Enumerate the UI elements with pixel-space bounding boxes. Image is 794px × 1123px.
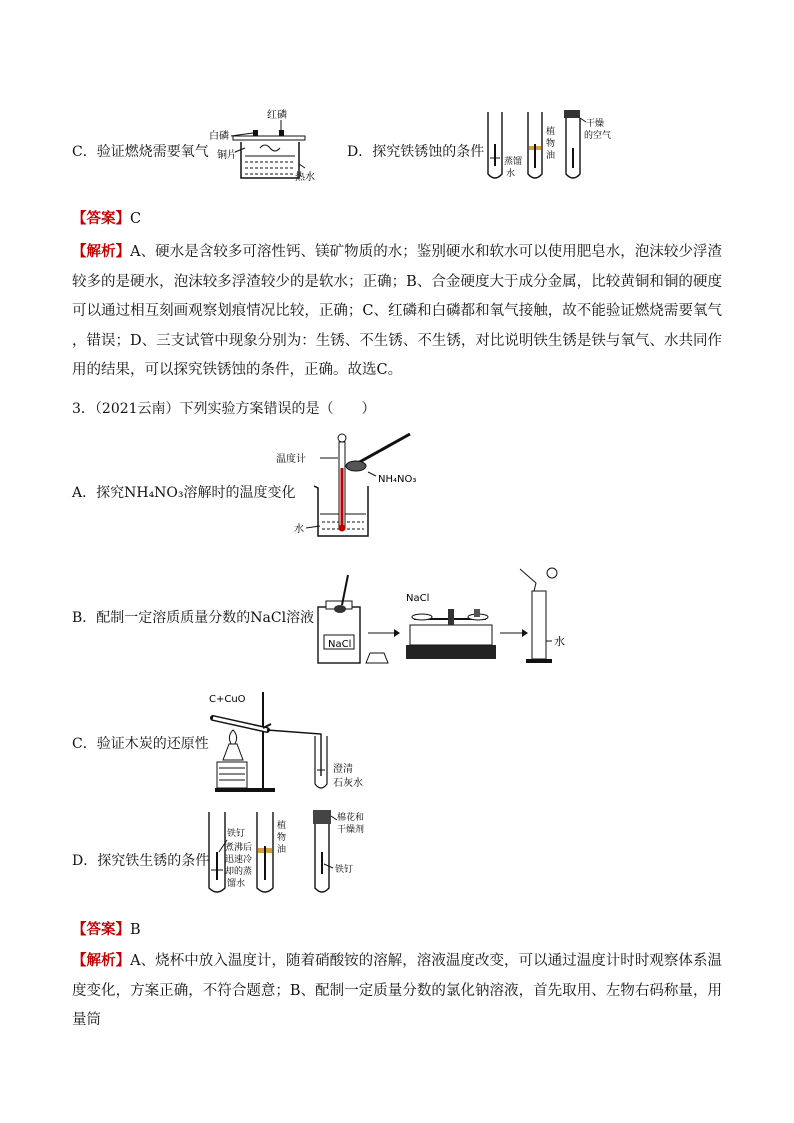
q3-option-c-text: C．验证木炭的还原性 xyxy=(72,736,209,752)
label-cotton-1: 棉花和 xyxy=(337,813,365,823)
analysis-tag: 【解析】 xyxy=(72,952,131,969)
q3-stem: 3．（2021云南）下列实验方案错误的是（ ） xyxy=(72,401,376,417)
label-oil-1: 植 xyxy=(546,127,556,137)
label-oil-3: 油 xyxy=(277,845,287,855)
label-distilled-2: 水 xyxy=(506,169,516,179)
label-distilled-1: 蒸馏 xyxy=(504,157,523,167)
analysis-tag: 【解析】 xyxy=(72,243,131,260)
label-nacl-pan: NaCl xyxy=(406,593,430,604)
q3-analysis xyxy=(72,946,722,1036)
q3-option-a-text: A．探究NH₄NO₃溶解时的温度变化 xyxy=(72,485,296,501)
analysis-text: A、烧杯中放入温度计，随着硝酸铵的溶解，溶液温度改变，可以通过温度计时时观察体系温度变化，方案正确，不符合题意；B、配制一定质量分数的氯化钠溶液，首先取用、左物右码称量，用量筒 xyxy=(72,953,723,1028)
label-nh4no3: NH₄NO₃ xyxy=(378,474,417,485)
label-oil-1: 植 xyxy=(277,821,287,831)
answer-tag: 【答案】 xyxy=(72,210,130,227)
label-white-phosphorus: 白磷 xyxy=(209,131,229,142)
label-nail-1: 铁钉 xyxy=(227,829,246,839)
carbon-reduction-figure xyxy=(205,688,365,798)
iron-rust-conditions-figure xyxy=(205,808,375,908)
nacl-solution-figure xyxy=(310,565,570,675)
label-water: 水 xyxy=(554,635,565,648)
label-oil-3: 油 xyxy=(546,151,556,161)
q2-analysis xyxy=(72,237,722,386)
q2-option-c-text: C．验证燃烧需要氧气 xyxy=(72,144,209,160)
label-c-cuo: C+CuO xyxy=(209,694,246,705)
label-boiled-1: 煮沸后 xyxy=(225,843,253,853)
label-oil-2: 物 xyxy=(277,833,287,843)
label-dry-air-2: 的空气 xyxy=(584,131,612,141)
analysis-text: A、硬水是含较多可溶性钙、镁矿物质的水；鉴别硬水和软水可以使用肥皂水，泡沫较少浮渣较多的是硬水，泡沫较多浮渣较少的是软水；正确；B、合金硬度大于成分金属，比较黄铜和铜的硬度可以通过相互刻画观察划痕情况比较，正确；C、红磷和白磷都和氧气接触，故不能验证燃烧需要氧气 ，错误；D、三支试管中现象分别为：生锈、不生锈、不生锈，对比说明铁生锈是铁与氧气、水共同作用的结果，可以探究铁锈蚀的条件，正确。故选C。 xyxy=(72,244,723,378)
label-thermometer: 温度计 xyxy=(276,454,306,465)
label-nail-2: 铁钉 xyxy=(335,865,354,875)
combustion-apparatus-figure xyxy=(205,106,325,184)
label-cotton-2: 干燥剂 xyxy=(337,825,365,835)
label-boiled-3: 却的蒸 xyxy=(225,867,253,877)
label-limewater-2: 石灰水 xyxy=(333,778,363,789)
ammonium-nitrate-figure xyxy=(272,428,432,543)
iron-rust-tubes-figure xyxy=(480,108,620,184)
q3-answer xyxy=(72,918,141,939)
answer-value: B xyxy=(130,922,141,938)
label-boiled-2: 迅速冷 xyxy=(225,855,253,865)
q3-option-d-text: D．探究铁生锈的条件 xyxy=(72,853,210,869)
answer-tag: 【答案】 xyxy=(72,921,130,938)
answer-value: C xyxy=(130,211,142,227)
q3-option-b-text: B．配制一定溶质质量分数的NaCl溶液 xyxy=(72,610,315,626)
label-limewater-1: 澄清 xyxy=(333,764,353,775)
label-hot-water: 热水 xyxy=(295,172,315,183)
label-oil-2: 物 xyxy=(546,139,556,149)
q2-answer xyxy=(72,207,141,228)
q2-option-d-text: D．探究铁锈蚀的条件 xyxy=(347,144,485,160)
label-red-phosphorus: 红磷 xyxy=(267,110,287,121)
label-nacl-bottle: NaCl xyxy=(328,639,352,650)
label-dry-air-1: 干燥 xyxy=(586,119,605,129)
label-water: 水 xyxy=(294,524,304,535)
label-copper-plate: 铜片 xyxy=(217,150,237,161)
label-boiled-4: 馏水 xyxy=(227,879,246,889)
